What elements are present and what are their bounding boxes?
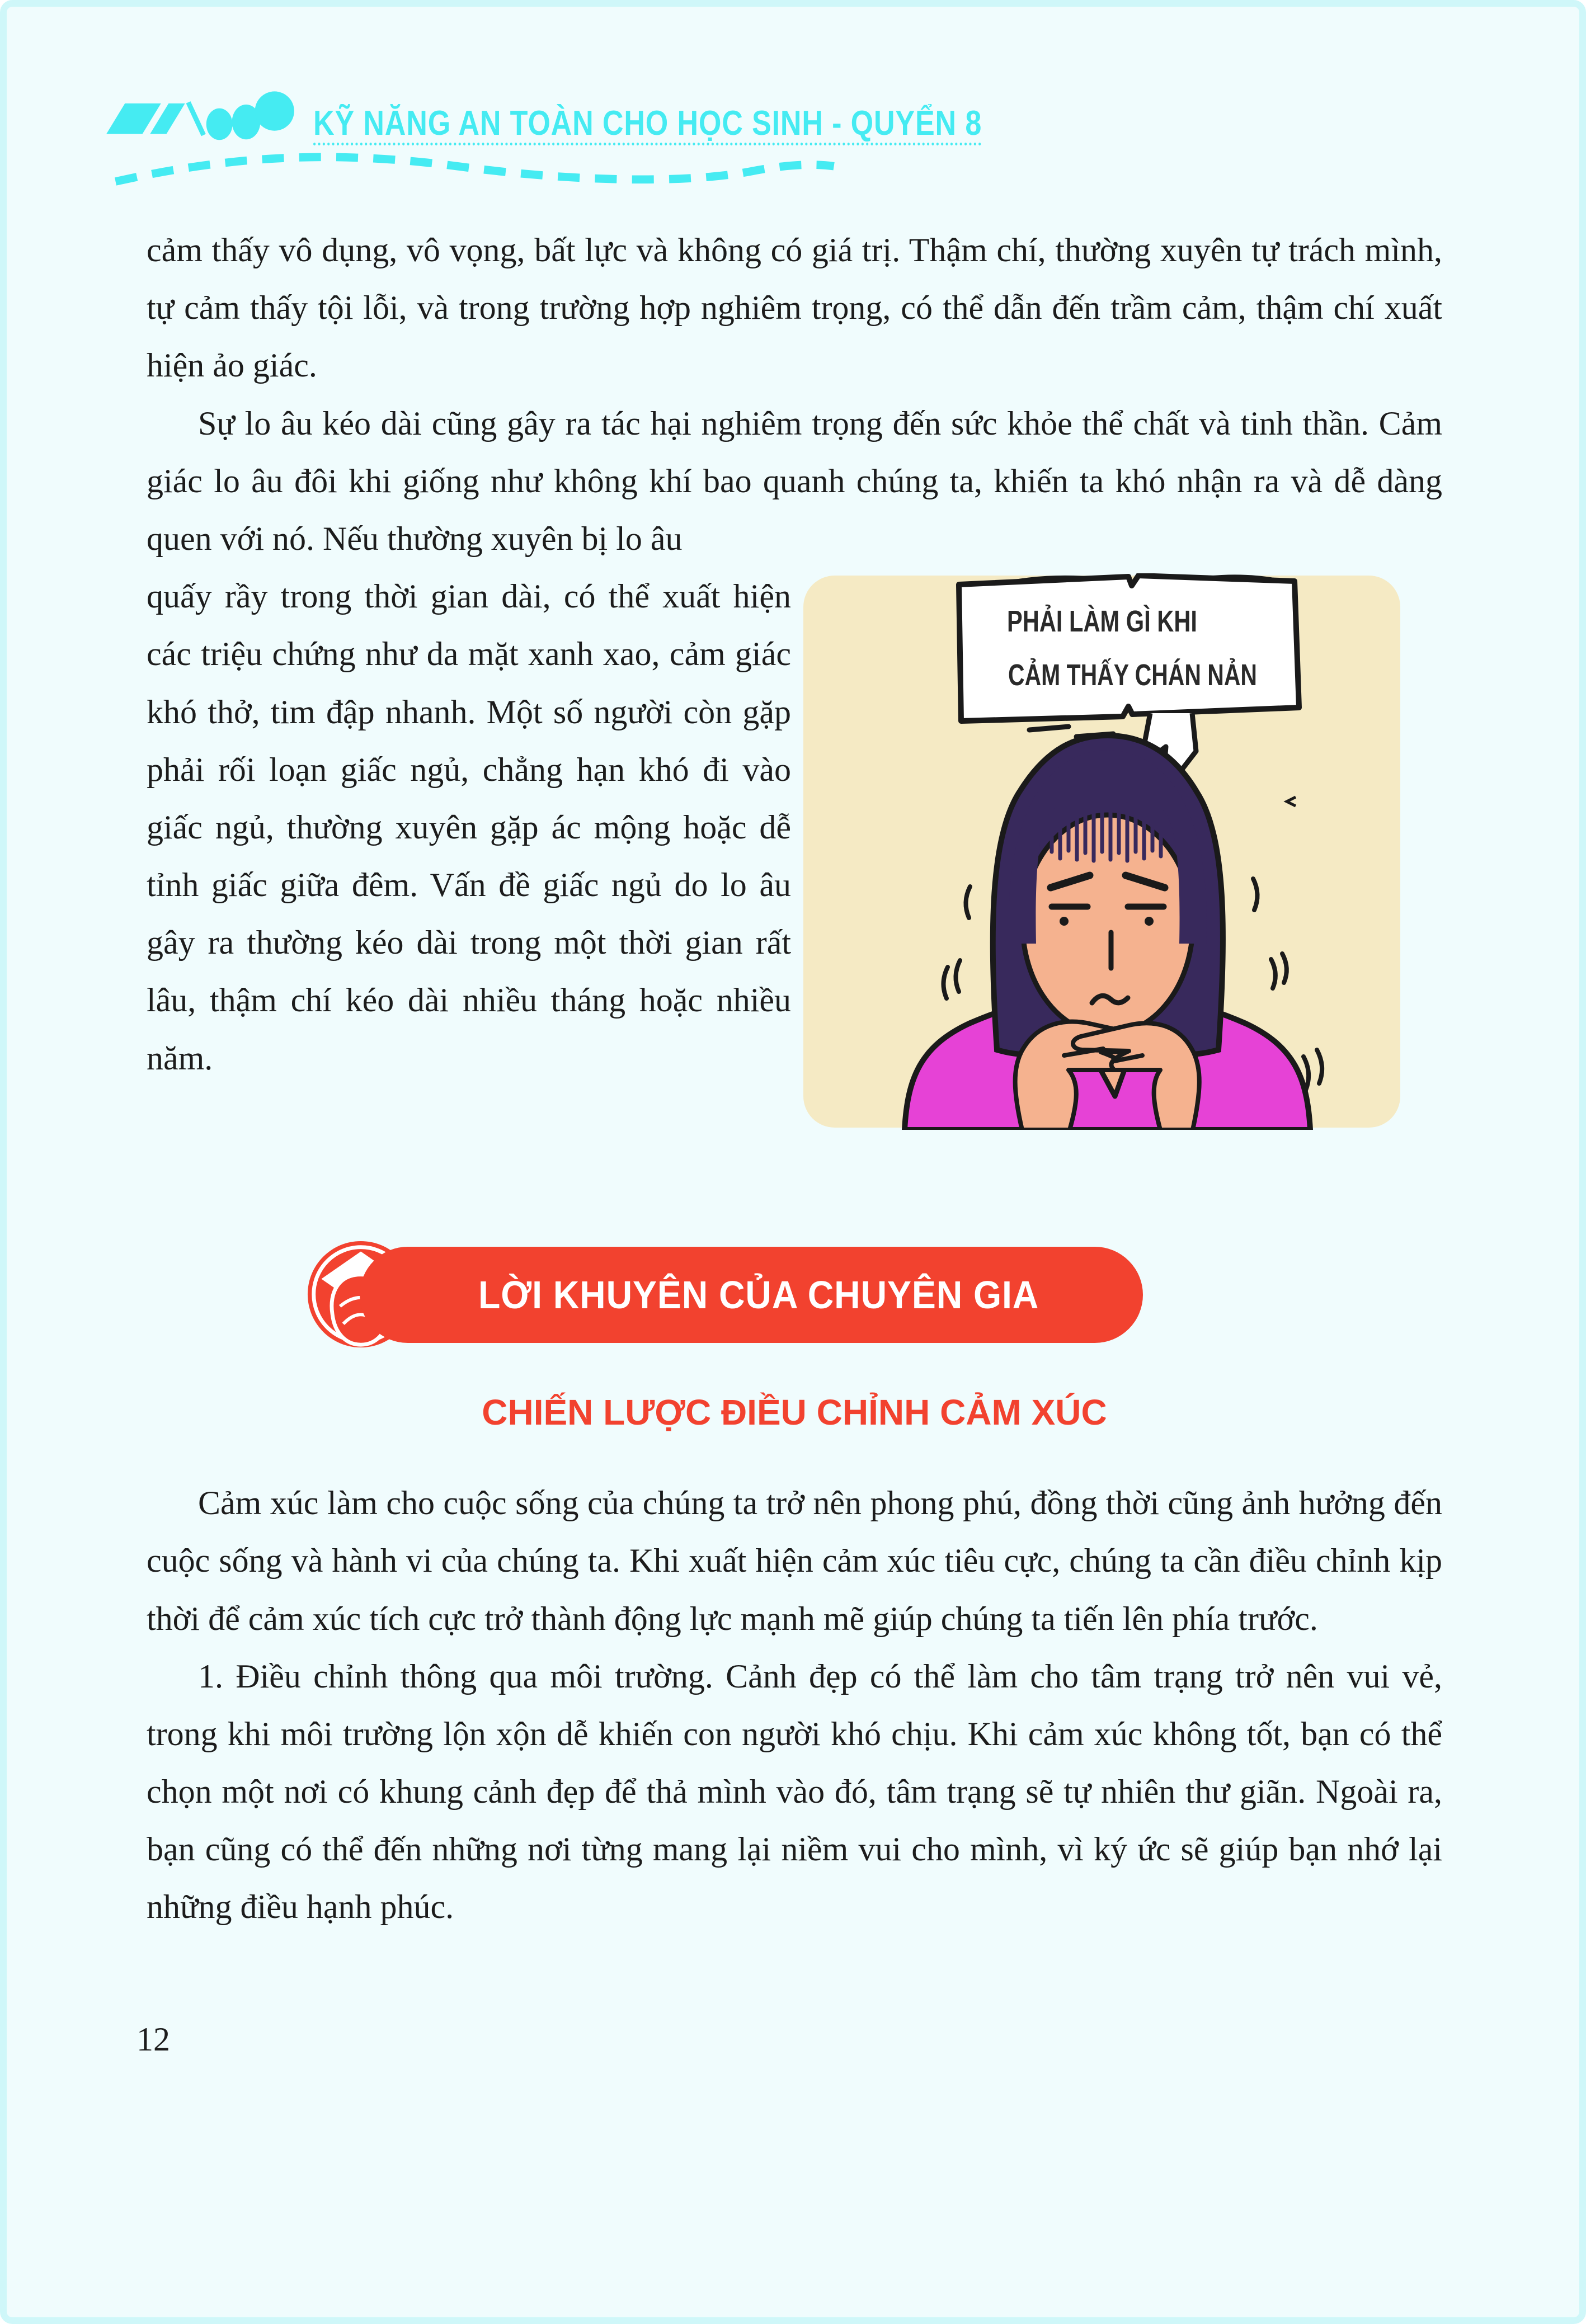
section-heading: CHIẾN LƯỢC ĐIỀU CHỈNH CẢM XÚC	[482, 1392, 1107, 1433]
paragraph-depression: cảm thấy vô dụng, vô vọng, bất lực và không có giá trị. Thậm chí, thường xuyên tự trách mình, tự cảm thấy tội lỗi, và trong trường hợp nghiêm trọng, có thể dẫn đến trầm cảm, thậm chí xuất hiện ảo giác.	[147, 232, 1442, 384]
bubble-text-line1: PHẢI LÀM GÌ KHI	[1007, 605, 1197, 639]
banner-pill	[360, 1247, 1143, 1343]
page-header	[102, 78, 1579, 192]
worried-girl-cartoon	[801, 573, 1403, 1130]
bubble-text-line2: CẢM THẤY CHÁN NẢN	[1008, 658, 1257, 692]
paragraph-anxiety-symptoms: quấy rầy trong thời gian dài, có thể xuất hiện các triệu chứng như da mặt xanh xao, cảm giác khó thở, tim đập nhanh. Một số người còn gặp phải rối loạn giấc ngủ, chẳng hạn khó đi vào giấc ngủ, thường xuyên gặp ác mộng hoặc dễ tỉnh giấc giữa đêm. Vấn đề giấc ngủ do lo âu gây ra thường kéo dài trong một thời gian rất lâu, thậm chí kéo dài nhiều tháng hoặc nhiều năm.	[147, 578, 791, 1077]
page-content	[7, 221, 1579, 2059]
page-number: 12	[137, 2020, 170, 2058]
page-title: KỸ NĂNG AN TOÀN CHO HỌC SINH - QUYỂN 8	[313, 104, 982, 143]
expert-advice-banner	[306, 1239, 1156, 1351]
paragraph-environment-adjustment: 1. Điều chỉnh thông qua môi trường. Cảnh đẹp có thể làm cho tâm trạng trở nên vui vẻ, trong khi môi trường lộn xộn dễ khiến con người khó chịu. Khi cảm xúc không tốt, bạn có thể chọn một nơi có khung cảnh đẹp để thả mình vào đó, tâm trạng sẽ tự nhiên thư giãn. Ngoài ra, bạn cũng có thể đến những nơi từng mang lại niềm vui cho mình, vì ký ức sẽ giúp bạn nhớ lại những điều hạnh phúc.	[147, 1657, 1442, 1926]
face	[1023, 815, 1193, 1034]
banner-label: LỜI KHUYÊN CỦA CHUYÊN GIA	[478, 1273, 1039, 1317]
dotted-wave-line-icon	[102, 149, 851, 192]
paragraph-anxiety-intro: Sự lo âu kéo dài cũng gây ra tác hại nghiêm trọng đến sức khỏe thể chất và tinh thần. Cảm giác lo âu đôi khi giống như không khí bao quanh chúng ta, khiến ta khó nhận ra và dễ dàng quen với nó. Nếu thường xuyên bị lo âu	[147, 404, 1442, 557]
text-and-illustration-row	[147, 568, 1442, 1130]
worried-girl-illustration	[801, 573, 1403, 1130]
paragraph-emotion-strategy: Cảm xúc làm cho cuộc sống của chúng ta trở nên phong phú, đồng thời cũng ảnh hưởng đến cuộc sống và hành vi của chúng ta. Khi xuất hiện cảm xúc tiêu cực, chúng ta cần điều chỉnh kịp thời để cảm xúc tích cực trở thành động lực mạnh mẽ giúp chúng ta tiến lên phía trước.	[147, 1484, 1442, 1637]
book-shapes-logo-icon	[102, 78, 299, 147]
